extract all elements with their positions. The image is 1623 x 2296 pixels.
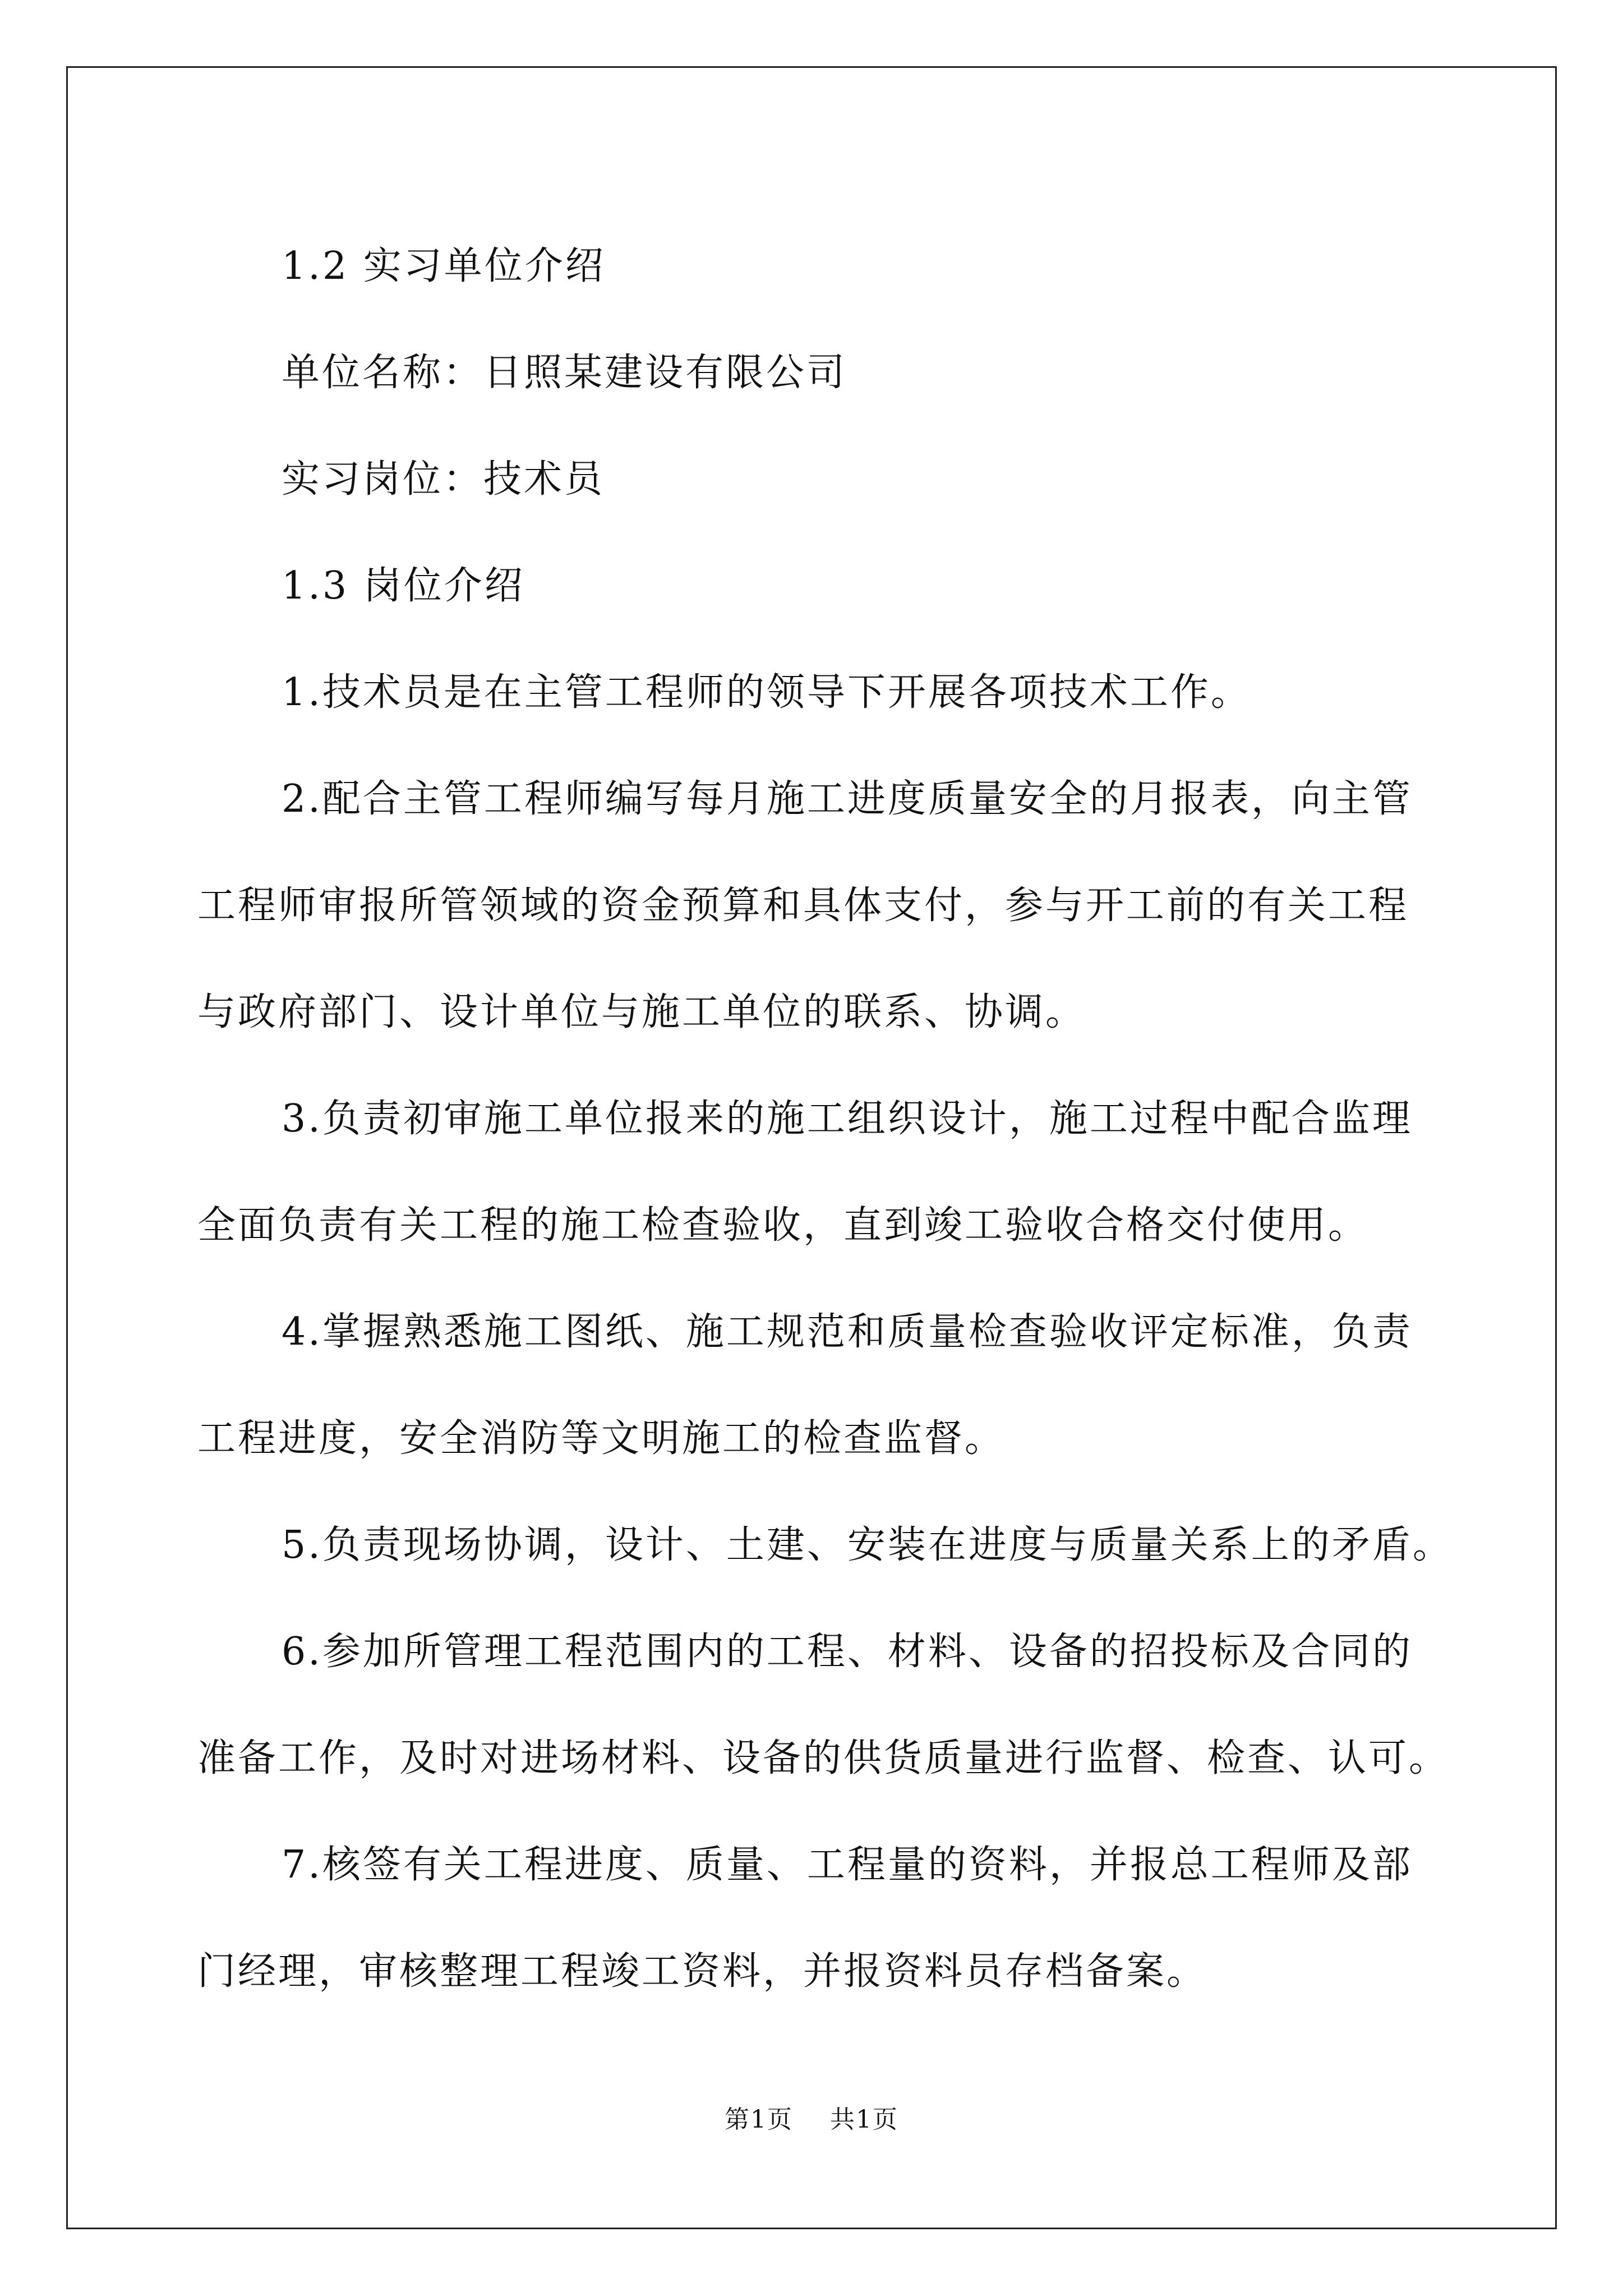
text-line: 工程进度，安全消防等文明施工的检查监督。 [197,1416,1006,1461]
text-line: 1.技术员是在主管工程师的领导下开展各项技术工作。 [282,670,1251,715]
page-number: 第1页 [725,2105,793,2134]
page-total: 共1页 [830,2105,898,2134]
page-footer [0,2099,1623,2135]
text-line: 1.2 实习单位介绍 [282,244,606,288]
text-line: 准备工作，及时对进场材料、设备的供货质量进行监督、检查、认可。 [197,1736,1450,1780]
text-line: 工程师审报所管领域的资金预算和具体支付，参与开工前的有关工程 [197,884,1409,928]
text-line: 实习岗位：技术员 [282,457,605,501]
document-body [197,213,1453,2025]
text-line: 全面负责有关工程的施工检查验收，直到竣工验收合格交付使用。 [197,1203,1369,1248]
text-line: 与政府部门、设计单位与施工单位的联系、协调。 [197,990,1086,1034]
text-line: 6.参加所管理工程范围内的工程、材料、设备的招投标及合同的 [282,1630,1413,1674]
text-line: 4.掌握熟悉施工图纸、施工规范和质量检查验收评定标准，负责 [282,1310,1413,1354]
text-line: 3.负责初审施工单位报来的施工组织设计，施工过程中配合监理 [282,1097,1413,1141]
text-line: 5.负责现场协调，设计、土建、安装在进度与质量关系上的矛盾。 [282,1523,1453,1567]
text-line: 单位名称：日照某建设有限公司 [282,351,847,395]
text-line: 7.核签有关工程进度、质量、工程量的资料，并报总工程师及部 [282,1843,1413,1887]
text-line: 1.3 岗位介绍 [282,564,525,608]
text-line: 2.配合主管工程师编写每月施工进度质量安全的月报表，向主管 [282,777,1413,821]
text-line: 门经理，审核整理工程竣工资料，并报资料员存档备案。 [197,1949,1207,1994]
